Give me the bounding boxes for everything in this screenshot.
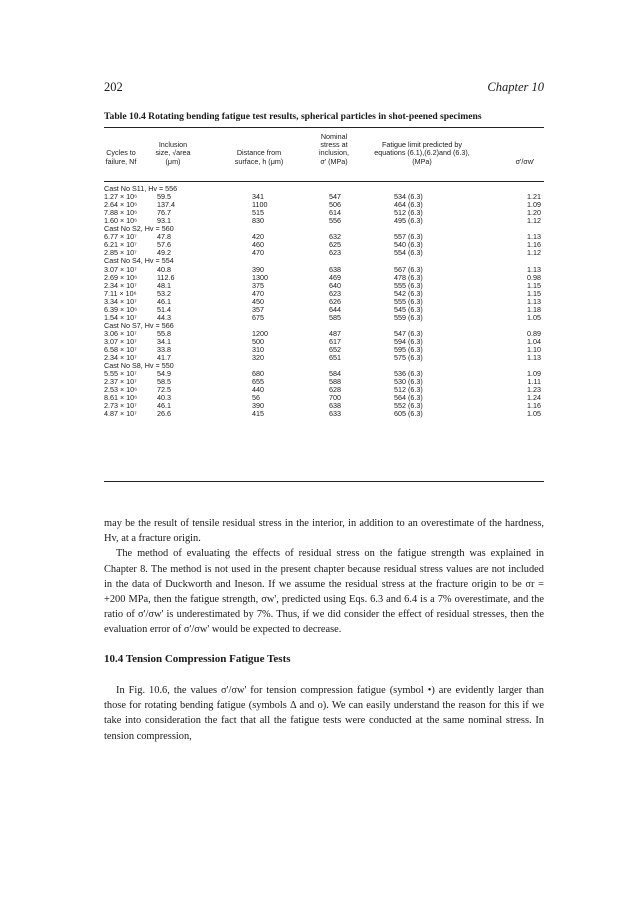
section-heading: 10.4 Tension Compression Fatigue Tests <box>104 653 291 665</box>
paragraph: In Fig. 10.6, the values σ'/σw' for tension compression fatigue (symbol •) are evidently larger than those for rotating bending fatigue (symbols Δ and o). We can easily understand the reason for this if we take into consideration the fact that all the fatigue tests were conducted at the same nominal stress. In tension compression, <box>104 685 544 742</box>
table-row: 6.58 × 10⁷ 33.8 310 652 595 (6.3) 1.10 <box>104 345 541 354</box>
table-row: 6.21 × 10⁷ 57.6 460 625 540 (6.3) 1.16 <box>104 240 541 250</box>
paragraph: The method of evaluating the effects of residual stress on the fatigue strength was explained in Chapter 8. The method is not used in the present chapter because residual stress values are not included in the data of Duckworth and Ineson. If we assume the residual stress at the fracture origin to be σr = +200 MPa, then the fatigue strength, σw', predicted using Eqs. 6.3 and 6.4 is a 7% overestimate, and the ratio of σ'/σw' is underestimated by 7%. Thus, if we did consider the effect of residual stresses, then the evaluation error of σ'/σw' would be expected to decrease. <box>104 548 544 636</box>
group-label: Cast No S4, Hv = 554 <box>104 256 174 266</box>
col-header-nominal-stress: Nominal stress at inclusion, σ' (MPa) <box>319 132 349 166</box>
paragraph: may be the result of tensile residual stress in the interior, in addition to an overestimate of the hardness, Hv, at a fracture origin. <box>104 518 544 545</box>
table-row: 2.37 × 10⁷ 58.5 655 588 530 (6.3) 1.11 <box>104 377 541 387</box>
table-row: 7.11 × 10⁶ 53.2 470 623 542 (6.3) 1.15 <box>104 288 541 298</box>
table-row: 2.64 × 10⁶ 137.4 1100 506 464 (6.3) 1.09 <box>104 200 541 210</box>
table-row: 6.39 × 10⁶ 51.4 357 644 545 (6.3) 1.18 <box>104 304 541 314</box>
page-number: 202 <box>104 80 123 94</box>
table-row: 2.73 × 10⁷ 46.1 390 638 552 (6.3) 1.16 <box>104 401 541 411</box>
section-body-text <box>104 683 544 744</box>
table-row: 5.55 × 10⁷ 54.9 680 584 536 (6.3) 1.09 <box>104 369 541 379</box>
table-bottom-rule <box>104 481 544 482</box>
table-row: 2.34 × 10⁷ 48.1 375 640 555 (6.3) 1.15 <box>104 280 541 290</box>
table-header-rule <box>104 181 544 182</box>
group-label: Cast No S7, Hv = 566 <box>104 320 174 330</box>
col-header-distance: Distance from surface, h (μm) <box>234 148 284 166</box>
group-label: Cast No S11, Hv = 556 <box>104 184 178 193</box>
table-row: 1.54 × 10⁷ 44.3 675 585 559 (6.3) 1.05 <box>104 312 541 322</box>
table-row: 3.07 × 10⁷ 34.1 500 617 594 (6.3) 1.04 <box>104 336 541 346</box>
table-row: 3.34 × 10⁷ 46.1 450 626 555 (6.3) 1.13 <box>104 296 541 306</box>
table-row: 2.53 × 10⁶ 72.5 440 628 512 (6.3) 1.23 <box>104 385 541 395</box>
table-row: 3.07 × 10⁷ 40.8 390 638 567 (6.3) 1.13 <box>104 264 541 274</box>
table-row: 2.69 × 10⁶ 112.6 1300 469 478 (6.3) 0.98 <box>104 272 541 282</box>
chapter-title: Chapter 10 <box>487 80 544 94</box>
col-header-inclusion-size: Inclusion size, √area (μm) <box>155 140 191 166</box>
table-row: 7.88 × 10⁶ 76.7 515 614 512 (6.3) 1.20 <box>104 208 541 218</box>
group-label: Cast No S2, Hv = 560 <box>104 224 174 234</box>
table-row: 6.77 × 10⁷ 47.8 420 632 557 (6.3) 1.13 <box>104 232 541 242</box>
body-text <box>104 516 544 638</box>
table-row: 1.27 × 10⁶ 59.5 341 547 534 (6.3) 1.21 <box>104 192 541 202</box>
table-top-rule <box>104 127 544 128</box>
col-header-cycles: Cycles to failure, Nf <box>105 148 137 166</box>
table-row: 8.61 × 10⁶ 40.3 56 700 564 (6.3) 1.24 <box>104 393 541 403</box>
col-header-fatigue-limit: Fatigue limit predicted by equations (6.1),(6.2)and (6.3), (MPa) <box>374 140 470 166</box>
table-row: 2.34 × 10⁷ 41.7 320 651 575 (6.3) 1.13 <box>104 353 541 363</box>
group-label: Cast No S8, Hv = 550 <box>104 361 174 371</box>
col-header-ratio: σ'/σw' <box>515 156 535 166</box>
table-row: 3.06 × 10⁷ 55.8 1200 487 547 (6.3) 0.89 <box>104 328 541 338</box>
table-caption: Table 10.4 Rotating bending fatigue test results, spherical particles in shot-peened specimens <box>104 111 482 122</box>
table-row: 1.60 × 10⁶ 93.1 830 556 495 (6.3) 1.12 <box>104 216 541 226</box>
table-row: 4.87 × 10⁷ 26.6 415 633 605 (6.3) 1.05 <box>104 409 541 419</box>
table-row: 2.85 × 10⁷ 49.2 470 623 554 (6.3) 1.12 <box>104 248 541 258</box>
